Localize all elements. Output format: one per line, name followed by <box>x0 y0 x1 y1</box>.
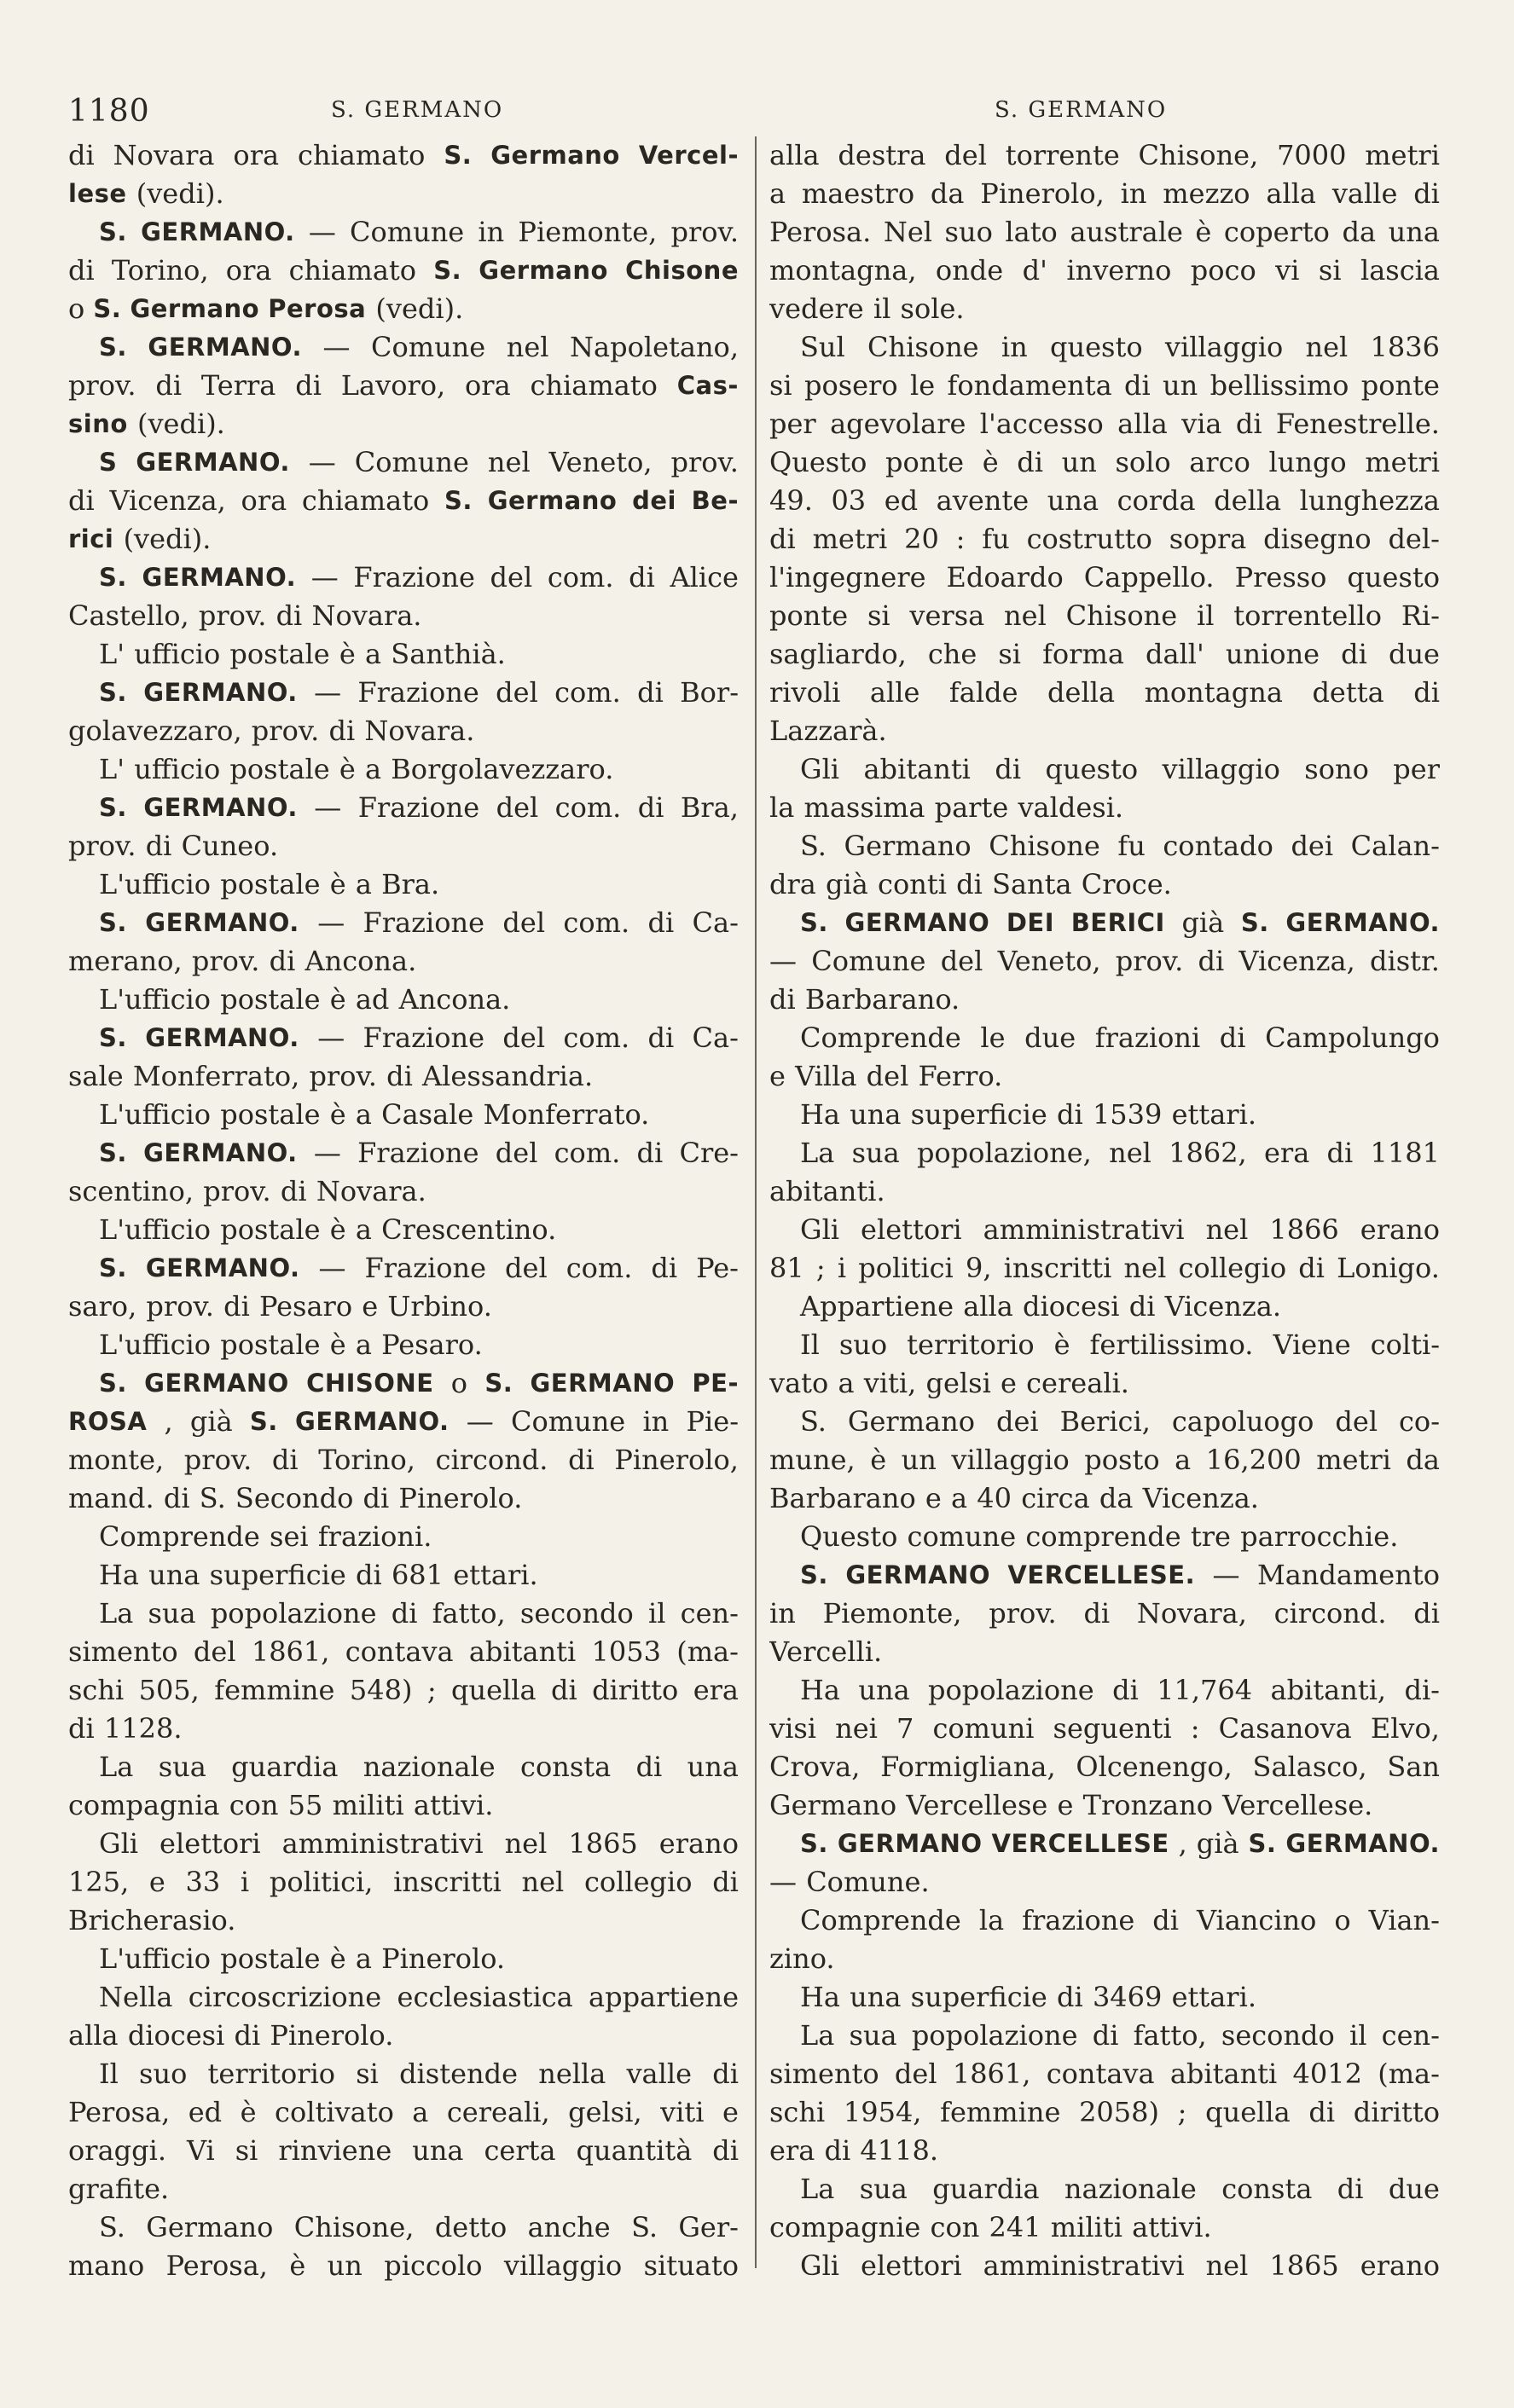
right-column-line: Gli elettori amministrativi nel 1865 erano <box>800 2249 1440 2282</box>
right-column-line: Perosa. Nel suo lato australe è coperto da una <box>769 216 1440 248</box>
left-column-line: L'ufficio postale è a Pesaro. <box>99 1328 483 1361</box>
right-column-line: ponte si versa nel Chisone il torrentello Ri- <box>769 599 1440 632</box>
left-column-line: di Torino, ora chiamato S. Germano Chisone <box>68 254 739 287</box>
running-header-left: S. GERMANO <box>331 97 504 123</box>
right-column-line: Germano Vercellese e Tronzano Vercellese. <box>769 1789 1373 1821</box>
left-column-line: S. GERMANO. — Frazione del com. di Ca- <box>99 906 739 939</box>
left-column-line: Perosa, ed è coltivato a cereali, gelsi, viti e <box>68 2096 739 2128</box>
left-column-line: S. GERMANO. — Comune in Piemonte, prov. <box>99 216 739 248</box>
right-column-line: Vercelli. <box>769 1635 883 1668</box>
right-column-line: Gli elettori amministrativi nel 1866 erano <box>800 1213 1440 1246</box>
right-column-line: schi 1954, femmine 2058) ; quella di diritto <box>769 2096 1440 2128</box>
right-column-line: zino. <box>769 1942 835 1975</box>
left-column-line: S. GERMANO. — Frazione del com. di Bra, <box>99 791 739 824</box>
left-column-line: S GERMANO. — Comune nel Veneto, prov. <box>99 446 739 478</box>
left-column-line: prov. di Cuneo. <box>68 830 279 862</box>
left-column-line: merano, prov. di Ancona. <box>68 945 417 977</box>
right-column-line: si posero le fondamenta di un bellissimo ponte <box>769 369 1440 402</box>
right-column-line: 81 ; i politici 9, inscritti nel collegio di Lonigo. <box>769 1252 1440 1284</box>
left-column-line: di Novara ora chiamato S. Germano Vercel- <box>68 139 739 171</box>
left-column-line: schi 505, femmine 548) ; quella di diritto era <box>68 1674 739 1706</box>
left-column-line: mand. di S. Secondo di Pinerolo. <box>68 1482 523 1514</box>
right-column-line: l'ingegnere Edoardo Cappello. Presso questo <box>769 561 1440 593</box>
left-column-line: Castello, prov. di Novara. <box>68 599 422 632</box>
left-column-line: S. GERMANO. — Frazione del com. di Alice <box>99 561 739 593</box>
right-column-line: S. GERMANO VERCELLESE , già S. GERMANO. <box>800 1827 1440 1860</box>
left-column-line: S. Germano Chisone, detto anche S. Ger- <box>99 2211 739 2243</box>
right-column-line: — Comune del Veneto, prov. di Vicenza, distr. <box>769 945 1440 977</box>
left-column-line: S. GERMANO CHISONE o S. GERMANO PE- <box>99 1367 739 1399</box>
right-column-line: Gli abitanti di questo villaggio sono per <box>800 753 1440 785</box>
right-column-line: per agevolare l'accesso alla via di Fenestrelle. <box>769 408 1440 440</box>
left-column-line: monte, prov. di Torino, circond. di Pinerolo, <box>68 1444 739 1476</box>
right-column-line: era di 4118. <box>769 2134 939 2167</box>
right-column-line: alla destra del torrente Chisone, 7000 metri <box>769 139 1440 171</box>
left-column-line: La sua popolazione di fatto, secondo il cen- <box>99 1597 739 1629</box>
left-column-line: L'ufficio postale è a Casale Monferrato. <box>99 1098 650 1131</box>
right-column-line: S. Germano Chisone fu contado dei Calan- <box>800 830 1440 862</box>
left-column-line: saro, prov. di Pesaro e Urbino. <box>68 1290 492 1323</box>
right-column-line: compagnie con 241 militi attivi. <box>769 2211 1212 2243</box>
left-column-line: L' ufficio postale è a Borgolavezzaro. <box>99 753 614 785</box>
right-text-column <box>769 136 1440 2285</box>
right-column-line: abitanti. <box>769 1175 885 1207</box>
left-column-line: L'ufficio postale è a Pinerolo. <box>99 1942 506 1975</box>
right-column-line: simento del 1861, contava abitanti 4012 (ma- <box>769 2058 1440 2090</box>
left-column-line: grafite. <box>68 2173 170 2205</box>
left-column-line: Nella circoscrizione ecclesiastica appartiene <box>99 1981 739 2013</box>
right-column-line: mune, è un villaggio posto a 16,200 metri da <box>769 1444 1440 1476</box>
left-column-line: sale Monferrato, prov. di Alessandria. <box>68 1060 594 1092</box>
left-column-line: L'ufficio postale è ad Ancona. <box>99 983 511 1016</box>
right-column-line: Comprende la frazione di Viancino o Vian- <box>800 1904 1440 1936</box>
left-column-line: 125, e 33 i politici, inscritti nel collegio di <box>68 1866 739 1898</box>
right-column-line: Appartiene alla diocesi di Vicenza. <box>800 1290 1281 1323</box>
right-column-line: e Villa del Ferro. <box>769 1060 1003 1092</box>
left-column-line: S. GERMANO. — Frazione del com. di Pe- <box>99 1252 739 1284</box>
right-column-line: vato a viti, gelsi e cereali. <box>769 1367 1129 1399</box>
right-column-line: Lazzarà. <box>769 715 887 747</box>
left-column-line: Comprende sei frazioni. <box>99 1520 432 1553</box>
left-column-line: oraggi. Vi si rinviene una certa quantità di <box>68 2134 739 2167</box>
right-column-line: sagliardo, che si forma dall' unione di due <box>769 638 1440 670</box>
left-column-line: La sua guardia nazionale consta di una <box>99 1751 739 1783</box>
left-column-line: compagnia con 55 militi attivi. <box>68 1789 494 1821</box>
right-column-line: La sua popolazione di fatto, secondo il cen- <box>800 2019 1440 2052</box>
left-column-line: di Vicenza, ora chiamato S. Germano dei Be- <box>68 484 739 517</box>
left-column-line: golavezzaro, prov. di Novara. <box>68 715 475 747</box>
left-column-line: Gli elettori amministrativi nel 1865 erano <box>99 1827 739 1860</box>
left-column-line: ROSA , già S. GERMANO. — Comune in Pie- <box>68 1405 739 1438</box>
left-column-line: S. GERMANO. — Frazione del com. di Cre- <box>99 1137 739 1169</box>
right-column-line: vedere il sole. <box>769 292 965 325</box>
right-column-line: 49. 03 ed avente una corda della lunghezza <box>769 484 1440 517</box>
left-column-line: L'ufficio postale è a Bra. <box>99 868 440 900</box>
left-column-line: Bricherasio. <box>68 1904 236 1936</box>
left-column-line: sino (vedi). <box>68 408 225 440</box>
right-column-line: montagna, onde d' inverno poco vi si lascia <box>769 254 1440 287</box>
right-column-line: di metri 20 : fu costrutto sopra disegno del- <box>769 523 1440 555</box>
left-column-line: simento del 1861, contava abitanti 1053 (ma- <box>68 1635 739 1668</box>
right-column-line: a maestro da Pinerolo, in mezzo alla valle di <box>769 177 1440 210</box>
left-column-line: S. GERMANO. — Frazione del com. di Bor- <box>99 676 739 709</box>
left-column-line: S. GERMANO. — Comune nel Napoletano, <box>99 331 739 363</box>
left-column-line: prov. di Terra di Lavoro, ora chiamato Cas- <box>68 369 739 402</box>
left-column-line: lese (vedi). <box>68 177 224 210</box>
left-column-line: Ha una superficie di 681 ettari. <box>99 1559 538 1591</box>
right-column-line: — Comune. <box>769 1866 930 1898</box>
right-column-line: La sua guardia nazionale consta di due <box>800 2173 1440 2205</box>
right-column-line: Ha una superficie di 3469 ettari. <box>800 1981 1256 2013</box>
right-column-line: la massima parte valdesi. <box>769 791 1124 824</box>
right-column-line: dra già conti di Santa Croce. <box>769 868 1172 900</box>
right-column-line: Questo ponte è di un solo arco lungo metri <box>769 446 1440 478</box>
left-column-line: S. GERMANO. — Frazione del com. di Ca- <box>99 1022 739 1054</box>
right-column-line: di Barbarano. <box>769 983 960 1016</box>
right-column-line: Ha una popolazione di 11,764 abitanti, di- <box>800 1674 1440 1706</box>
right-column-line: Sul Chisone in questo villaggio nel 1836 <box>800 331 1440 363</box>
left-column-line: o S. Germano Perosa (vedi). <box>68 292 464 325</box>
left-column-line: Il suo territorio si distende nella valle di <box>99 2058 739 2090</box>
right-column-line: Crova, Formigliana, Olcenengo, Salasco, San <box>769 1751 1440 1783</box>
left-column-line: rici (vedi). <box>68 523 212 555</box>
page-number: 1180 <box>68 94 150 129</box>
right-column-line: in Piemonte, prov. di Novara, circond. di <box>769 1597 1440 1629</box>
right-column-line: Comprende le due frazioni di Campolungo <box>800 1022 1440 1054</box>
right-column-line: Ha una superficie di 1539 ettari. <box>800 1098 1256 1131</box>
right-column-line: rivoli alle falde della montagna detta di <box>769 676 1440 709</box>
right-column-line: S. GERMANO VERCELLESE. — Mandamento <box>800 1559 1440 1591</box>
left-column-line: L'ufficio postale è a Crescentino. <box>99 1213 557 1246</box>
right-column-line: La sua popolazione, nel 1862, era di 1181 <box>800 1137 1440 1169</box>
running-header-right: S. GERMANO <box>995 97 1168 123</box>
column-divider <box>755 136 757 2268</box>
right-column-line: Questo comune comprende tre parrocchie. <box>800 1520 1399 1553</box>
right-column-line: S. Germano dei Berici, capoluogo del co- <box>800 1405 1440 1438</box>
left-column-line: mano Perosa, è un piccolo villaggio situato <box>68 2249 739 2282</box>
right-column-line: Il suo territorio è fertilissimo. Viene colti- <box>800 1328 1440 1361</box>
left-column-line: alla diocesi di Pinerolo. <box>68 2019 394 2052</box>
right-column-line: visi nei 7 comuni seguenti : Casanova Elvo, <box>769 1712 1440 1745</box>
right-column-line: Barbarano e a 40 circa da Vicenza. <box>769 1482 1259 1514</box>
left-text-column <box>68 136 739 2285</box>
left-column-line: di 1128. <box>68 1712 183 1745</box>
left-column-line: scentino, prov. di Novara. <box>68 1175 426 1207</box>
left-column-line: L' ufficio postale è a Santhià. <box>99 638 506 670</box>
right-column-line: S. GERMANO DEI BERICI già S. GERMANO. <box>800 906 1440 939</box>
